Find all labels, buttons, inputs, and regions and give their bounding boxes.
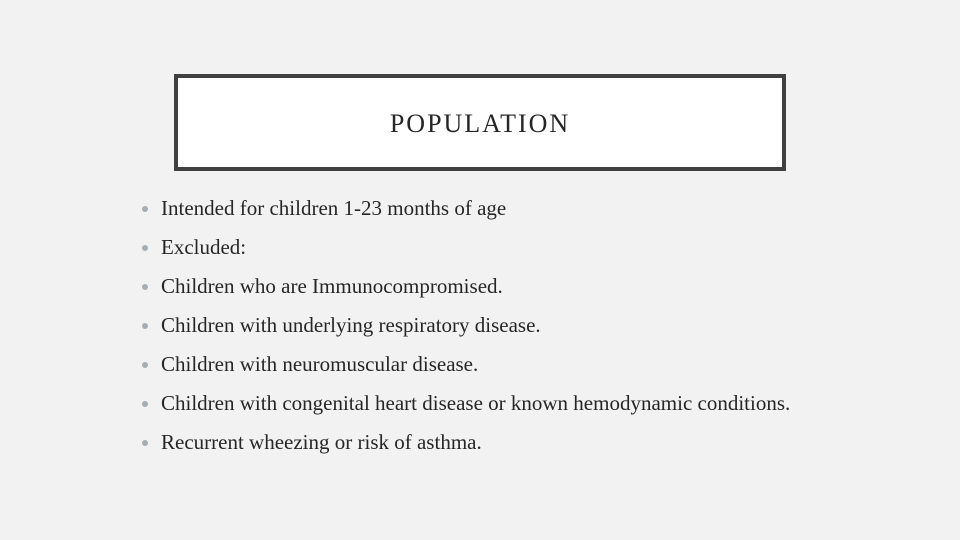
bullet-item-wheezing	[142, 428, 802, 457]
bullet-text: Recurrent wheezing or risk of asthma.	[161, 430, 482, 454]
bullet-item-respiratory	[142, 311, 802, 340]
bullet-text: Children with underlying respiratory disease.	[161, 313, 541, 337]
bullet-dot-icon	[142, 206, 148, 212]
bullet-text: Children with neuromuscular disease.	[161, 352, 479, 376]
bullet-text: Excluded:	[161, 235, 247, 259]
bullet-text: Children who are Immunocompromised.	[161, 274, 503, 298]
bullet-item-excluded	[142, 233, 802, 262]
bullet-dot-icon	[142, 245, 148, 251]
slide-title: POPULATION	[389, 108, 571, 138]
bullet-text: Intended for children 1-23 months of age	[161, 196, 507, 220]
bullet-dot-icon	[142, 284, 148, 290]
bullet-dot-icon	[142, 362, 148, 368]
bullet-dot-icon	[142, 440, 148, 446]
bullet-dot-icon	[142, 323, 148, 329]
bullet-item-immunocompromised	[142, 272, 802, 301]
bullet-text: Children with congenital heart disease or known hemodynamic conditions.	[161, 391, 791, 415]
bullet-item-neuromuscular	[142, 350, 802, 379]
title-box	[174, 74, 786, 171]
bullet-item-congenital-heart	[142, 389, 802, 418]
bullet-dot-icon	[142, 401, 148, 407]
bullet-list	[142, 194, 802, 467]
bullet-item-age-range	[142, 194, 802, 223]
